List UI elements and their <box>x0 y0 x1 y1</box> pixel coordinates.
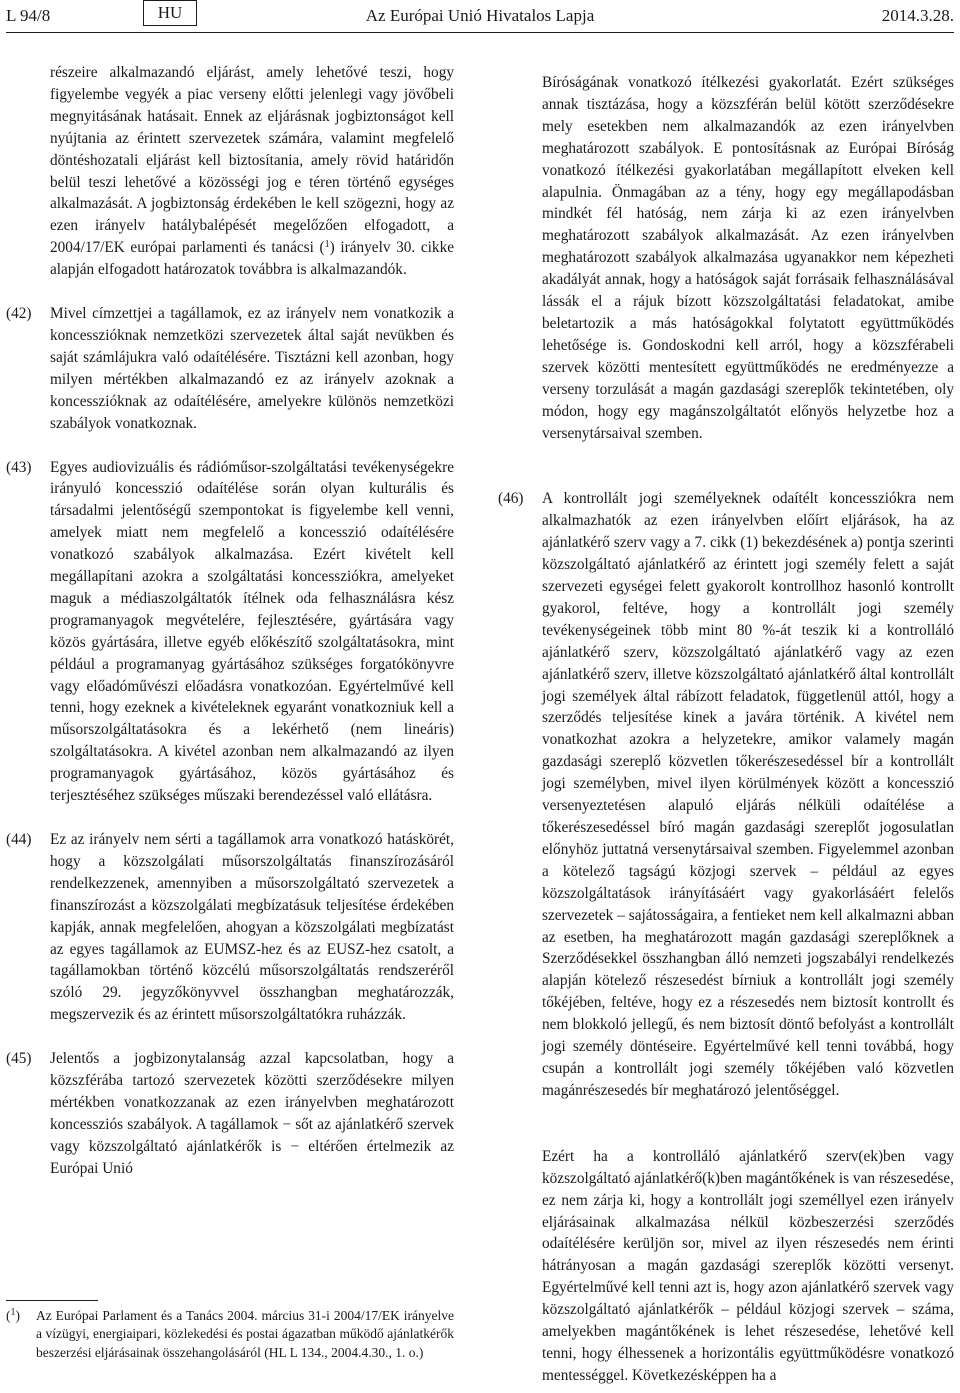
recital-text: Jelentős a jogbizonytalanság azzal kapcsolatban, hogy a közszférába tartozó szervezetek közötti szerződésekre milyen mértékben vonatkozzanak az ezen irányelvben meghatározott koncessziós szabályok. A tagállamok − sőt az ajánlatkérő szervek vagy közszolgáltató ajánlatkérők is − eltérően értelmezik az Európai Unió <box>50 1050 454 1177</box>
header-divider <box>6 32 954 33</box>
publication-date: 2014.3.28. <box>881 6 954 25</box>
page-reference: L 94/8 <box>6 6 51 25</box>
recital-46 <box>498 488 954 1101</box>
footnote-divider <box>6 1300 98 1301</box>
page-header <box>6 0 954 30</box>
footnote-area <box>6 1300 454 1362</box>
footnote-mark: 1 <box>10 1307 16 1318</box>
language-code-box: HU <box>143 0 197 26</box>
recital-number: (43) <box>6 458 32 476</box>
recital-text: A kontrollált jogi személyeknek odaítélt koncessziókra nem alkalmazhatók az ezen irányelvben előírt eljárások, ha az ajánlatkérő szerv vagy a 7. cikk (1) bekezdésének a) pontja szerinti közszolgáltató ajánlatkérő az érintett jogi személy felett a saját szervezeti egységei felett gyakorolt kontrollhoz hasonló kontrollt gyakorol, feltéve, hogy a kontrollált jogi személy tevékenységeinek több mint 80 %-át teszik ki a kontrolláló ajánlatkérő szerv, közszolgáltató ajánlatkérő vagy az ezen ajánlatkérő szerv, illetve közszolgáltató ajánlatkérő által kontrollált jogi személyek által rábízott feladatok, függetlenül attól, hogy a szerződés teljesítése kinek a javára történik. A kivétel nem vonatkozhat azokra a helyzetekre, amikor valamely magán gazdasági szereplő közvetlen tőkerészesedéssel bír a kontrollált jogi személyben, mivel ilyen körülmények között a koncesszió versenyeztetésen alapuló eljárás nélküli odaítélése a tőkerészesedéssel bíró magán gazdasági szereplőt jogosulatlan előnyhöz juttatná versenytársaival szemben. Figyelemmel azonban a kötelező tagságú közjogi szervek – például az egyes közszolgáltatások irányításáért vagy gyakorlásáért felelős szervezetek – sajátosságaira, a fentieket nem kell alkalmazni abban az esetben, ha meghatározott magán gazdasági szereplőknek a Szerződésekkel összhangban álló nemzeti jogszabályi rendelkezés alapján kötelező részesedést bírniuk a kontrollált jogi személy tőkéjében, feltéve, hogy ez a részesedés nem biztosít kontrollt és nem blokkoló jellegű, és nem biztosít döntő befolyást a kontrollált jogi személy döntéseire. Egyértelművé kell tenni továbbá, hogy csupán a kontrollált jogi személy tőkéjében való közvetlen magánrészesedés bír meghatározó jelentőséggel. <box>542 490 954 1099</box>
footnote-1: ($^1$) Az Európai Parlament és a Tanács 2004. március 31-i 2004/17/EK irányelve a vízügyi, energiaipari, közlekedési és postai ágazatban működő ajánlatkérők beszerzési eljárásainak összehangolásáról (HL L 134., 2004.4.30., 1. o.) <box>6 1307 454 1360</box>
left-column <box>6 62 454 1180</box>
recital-text: Ez az irányelv nem sérti a tagállamok arra vonatkozó hatáskörét, hogy a közszolgálati műsorszolgáltatás finanszírozásáról rendelkezzenek, amennyiben a műsorszolgáltató szervezetek a finanszírozást a közszolgálati megbízatásuk teljesítése érdekében kapják, annak megfelelően, ahogyan a közszolgálati megbízatást az egyes tagállamok az EUMSZ-hez és az EUSZ-hez csatolt, a tagállamokban történő közcélú műsorszolgáltatás rendszeréről szóló 29. jegyzőkönyvvel összhangban meghatározzák, megszervezik és az érintett műsorszolgáltatókra ruházzák. <box>50 831 454 1024</box>
continued-paragraph: részeire alkalmazandó eljárást, amely lehetővé teszi, hogy figyelembe vegyék a piac verseny előtti jelenlegi vagy jövőbeli megnyitásának hatásait. Ennek az eljárásnak jogbiztonságot kell nyújtania az érintett szervezetek számára, valamint megfelelő döntéshozatali eljárást kell biztosítania, amely rövid határidőn belül teszi lehetővé a közösségi jog e téren történő egységes alkalmazását. A jogbiztonság érdekében le kell szögezni, hogy az ezen irányelv hatálybalépését megelőzően elfogadott, a 2004/17/EK európai parlamenti és tanácsi ($^1$) irányelv 30. cikke alapján elfogadott határozatok továbbra is alkalmazandók. <box>50 64 455 279</box>
recital-text: Egyes audiovizuális és rádióműsor-szolgáltatási tevékenységekre irányuló koncesszió odaítélése során olyan kulturális és társadalmi jelentőségű szempontokat is figyelembe kell venni, amelyek miatt nem megfelelő a koncesszió odaítélésére vonatkozó szabályok alkalmazása. Ezért kivételt kell megállapítani azokra a szolgáltatási koncessziókra, amelyeket maguk a médiaszolgáltatók ítélnek oda felhasználásra kész programanyagok megvételére, fejlesztésére, gyártására vagy közös gyártására, illetve egyéb előkészítő szolgáltatásokra, mint például a programanyag gyártásához szükséges forgatókönyvre vagy előadóművészi előadásra vonatkozóan. Egyértelművé kell tenni, hogy ezeknek a kivételeknek egyaránt vonatkozniuk kell a műsorszolgáltatásokra és a lekérhető (nem lineáris) szolgáltatásokra. A kivétel azonban nem alkalmazandó az ilyen programanyagok gyártásához, közös gyártásához és terjesztéséhez szükséges műszaki berendezéssel való ellátásra. <box>50 458 454 805</box>
recital-number: (45) <box>6 1050 32 1068</box>
continued-paragraph: Bíróságának vonatkozó ítélkezési gyakorlatát. Ezért szükséges annak tisztázása, hogy a közszférán belül kötött szerződésekre mely esetekben nem alkalmazandók az ezen irányelvben meghatározott szabályok. E pontosításnak az Európai Bíróság vonatkozó ítélkezési gyakorlatában megállapított elveken kell alapulnia. Önmagában az a tény, hogy egy megállapodásban mindkét fél hatóság, nem zárja ki az ezen irányelvben meghatározott szabályok alkalmazását. Az ezen irányelvben meghatározott szabályok alkalmazása ugyanakkor nem képezheti akadályát annak, hogy a hatóságok saját forrásaik felhasználásával lássák el a rájuk bízott közszolgáltatási feladatokat, amibe beletartozik a más hatóságokkal folytatott együttműködés lehetősége is. Gondoskodni kell arról, hogy a közszférabeli szervek közötti mentesített együttműködés ne eredményezze a verseny torzulását a magán gazdasági szereplők tekintetében, oly módon, hogy egy magánszolgáltatót előnyös helyzetbe hoz a versenytársaival szemben. <box>542 74 954 442</box>
journal-title: Az Európai Unió Hivatalos Lapja <box>365 6 595 25</box>
recital-number: (42) <box>6 305 32 323</box>
recital-45 <box>6 1048 454 1179</box>
recital-44 <box>6 829 454 1026</box>
recital-46-continuation: Ezért ha a kontrolláló ajánlatkérő szerv(ek)ben vagy közszolgáltató ajánlatkérő(k)ben magántőkének is van részesedése, ez nem zárja ki, hogy a kontrollált jogi személlyel ezen irányelv eljárásainak alkalmazása nélkül közbeszerzési szerződés odaítélésére kerüljön sor, mivel az ilyen részesedés nem érinti hátrányosan a magán gazdasági szereplők közötti versenyt. Egyértelművé kell tenni azt is, hogy azon ajánlatkérő szervek vagy közszolgáltató ajánlatkérők – például közjogi szervek – száma, amelyekben magántőkének is lehet részesedése, lehetővé kell tenni, hogy élhessenek a horizontális együttműködésre vonatkozó mentességgel. Következésképpen ha a <box>542 1147 954 1384</box>
footnote-reference[interactable]: 1 <box>324 239 330 251</box>
recital-43 <box>6 457 454 808</box>
right-column <box>498 72 954 1387</box>
footnote-text: Az Európai Parlament és a Tanács 2004. március 31-i 2004/17/EK irányelve a vízügyi, energiaipari, közlekedési és postai ágazatban működő ajánlatkérők beszerzési eljárásainak összehangolásáról (HL L 134., 2004.4.30., 1. o.) <box>36 1308 454 1360</box>
recital-42 <box>6 303 454 434</box>
recital-text: Mivel címzettjei a tagállamok, ez az irányelv nem vonatkozik a koncesszióknak nemzetközi szervezetek által saját nevükben és saját számlájukra való odaítélésére. Tisztázni kell azonban, hogy milyen mértékben alkalmazandó ez az irányelv azoknak a koncesszióknak az odaítélésére, amelyekre különös nemzetközi szabályok vonatkoznak. <box>50 305 454 432</box>
recital-number: (44) <box>6 831 32 848</box>
recital-number: (46) <box>498 490 524 508</box>
